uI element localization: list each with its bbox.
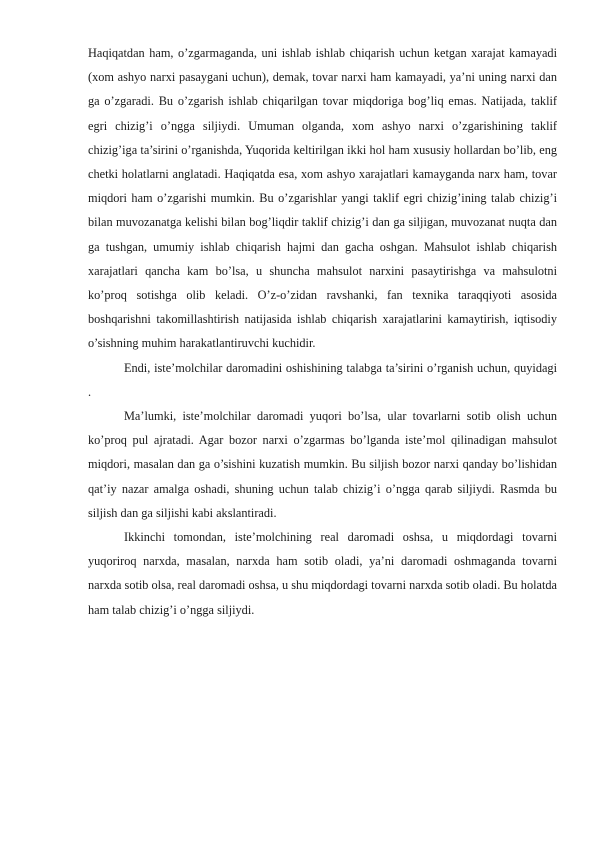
paragraph-production-cost: Haqiqatdan ham, o’zgarmaganda, uni ishlab ishlab chiqarish uchun ketgan xarajat kamayadi (xom ashyo narxi pasaygani uchun), demak, tovar narxi ham kamayadi, ya’ni uning narxi dan ga o’zgaradi. Bu o’zgarish ishlab chiqarilgan tovar miqdoriga bog’liq emas. Natijada, taklif egri chizig’i o’ngga siljiydi. Umuman olganda, xom ashyo narxi o’zgarishining taklif chizig’iga ta’sirini o’rganishda, Yuqorida keltirilgan ikki hol ham xususiy hollardan bo’lib, eng chetki holatlarni anglatadi. Haqiqatda esa, xom ashyo xarajatlari kamayganda narx ham, tovar miqdori ham o’zgarishi mumkin. Bu o’zgarishlar yangi taklif egri chizig’ining talab chizig’i bilan muvozanatga kelishi bilan bog’liqdir taklif chizig’i dan ga siljigan, muvozanat nuqta dan ga tushgan, umumiy ishlab chiqarish hajmi dan gacha oshgan. Mahsulot ishlab chiqarish xarajatlari qancha kam bo’lsa, u shuncha mahsulot narxini pasaytirishga va mahsulotni ko’proq sotishga olib keladi. O’z-o’zidan ravshanki, fan texnika taraqqiyoti asosida boshqarishni takomillashtirish natijasida ishlab chiqarish xarajatlarini kamaytirish, iqtisodiy o’sishning muhim harakatlantiruvchi kuchidir. xyxy=(88,46,557,351)
paragraph-income-demand-shift: Ma’lumki, iste’molchilar daromadi yuqori bo’lsa, ular tovarlarni sotib olish uchun ko’proq pul ajratadi. Agar bozor narxi o’zgarmas bo’lganda iste’mol qilinadigan mahsulot miqdori, masalan dan ga o’sishini kuzatish mumkin. Bu siljish bozor narxi qanday bo’lishidan qat’iy nazar amalga oshadi, shuning uchun talab chizig’i o’ngga qarab siljiydi. Rasmda bu siljish dan ga siljishi kabi akslantiradi. xyxy=(88,409,557,520)
document-page xyxy=(88,41,557,622)
paragraph-consumer-income-intro: Endi, iste’molchilar daromadini oshishining talabga ta’sirini o’rganish uchun, quyidagi . xyxy=(88,360,557,399)
paragraph-real-income-increase: Ikkinchi tomondan, iste’molchining real daromadi oshsa, u miqdordagi tovarni yuqoriroq narxda, masalan, narxda ham sotib oladi, ya’ni daromadi oshmaganda tovarni narxda sotib olsa, real daromadi oshsa, u shu miqdordagi tovarni narxda sotib oladi. Bu holatda ham talab chizig’i o’ngga siljiydi. xyxy=(88,530,557,617)
